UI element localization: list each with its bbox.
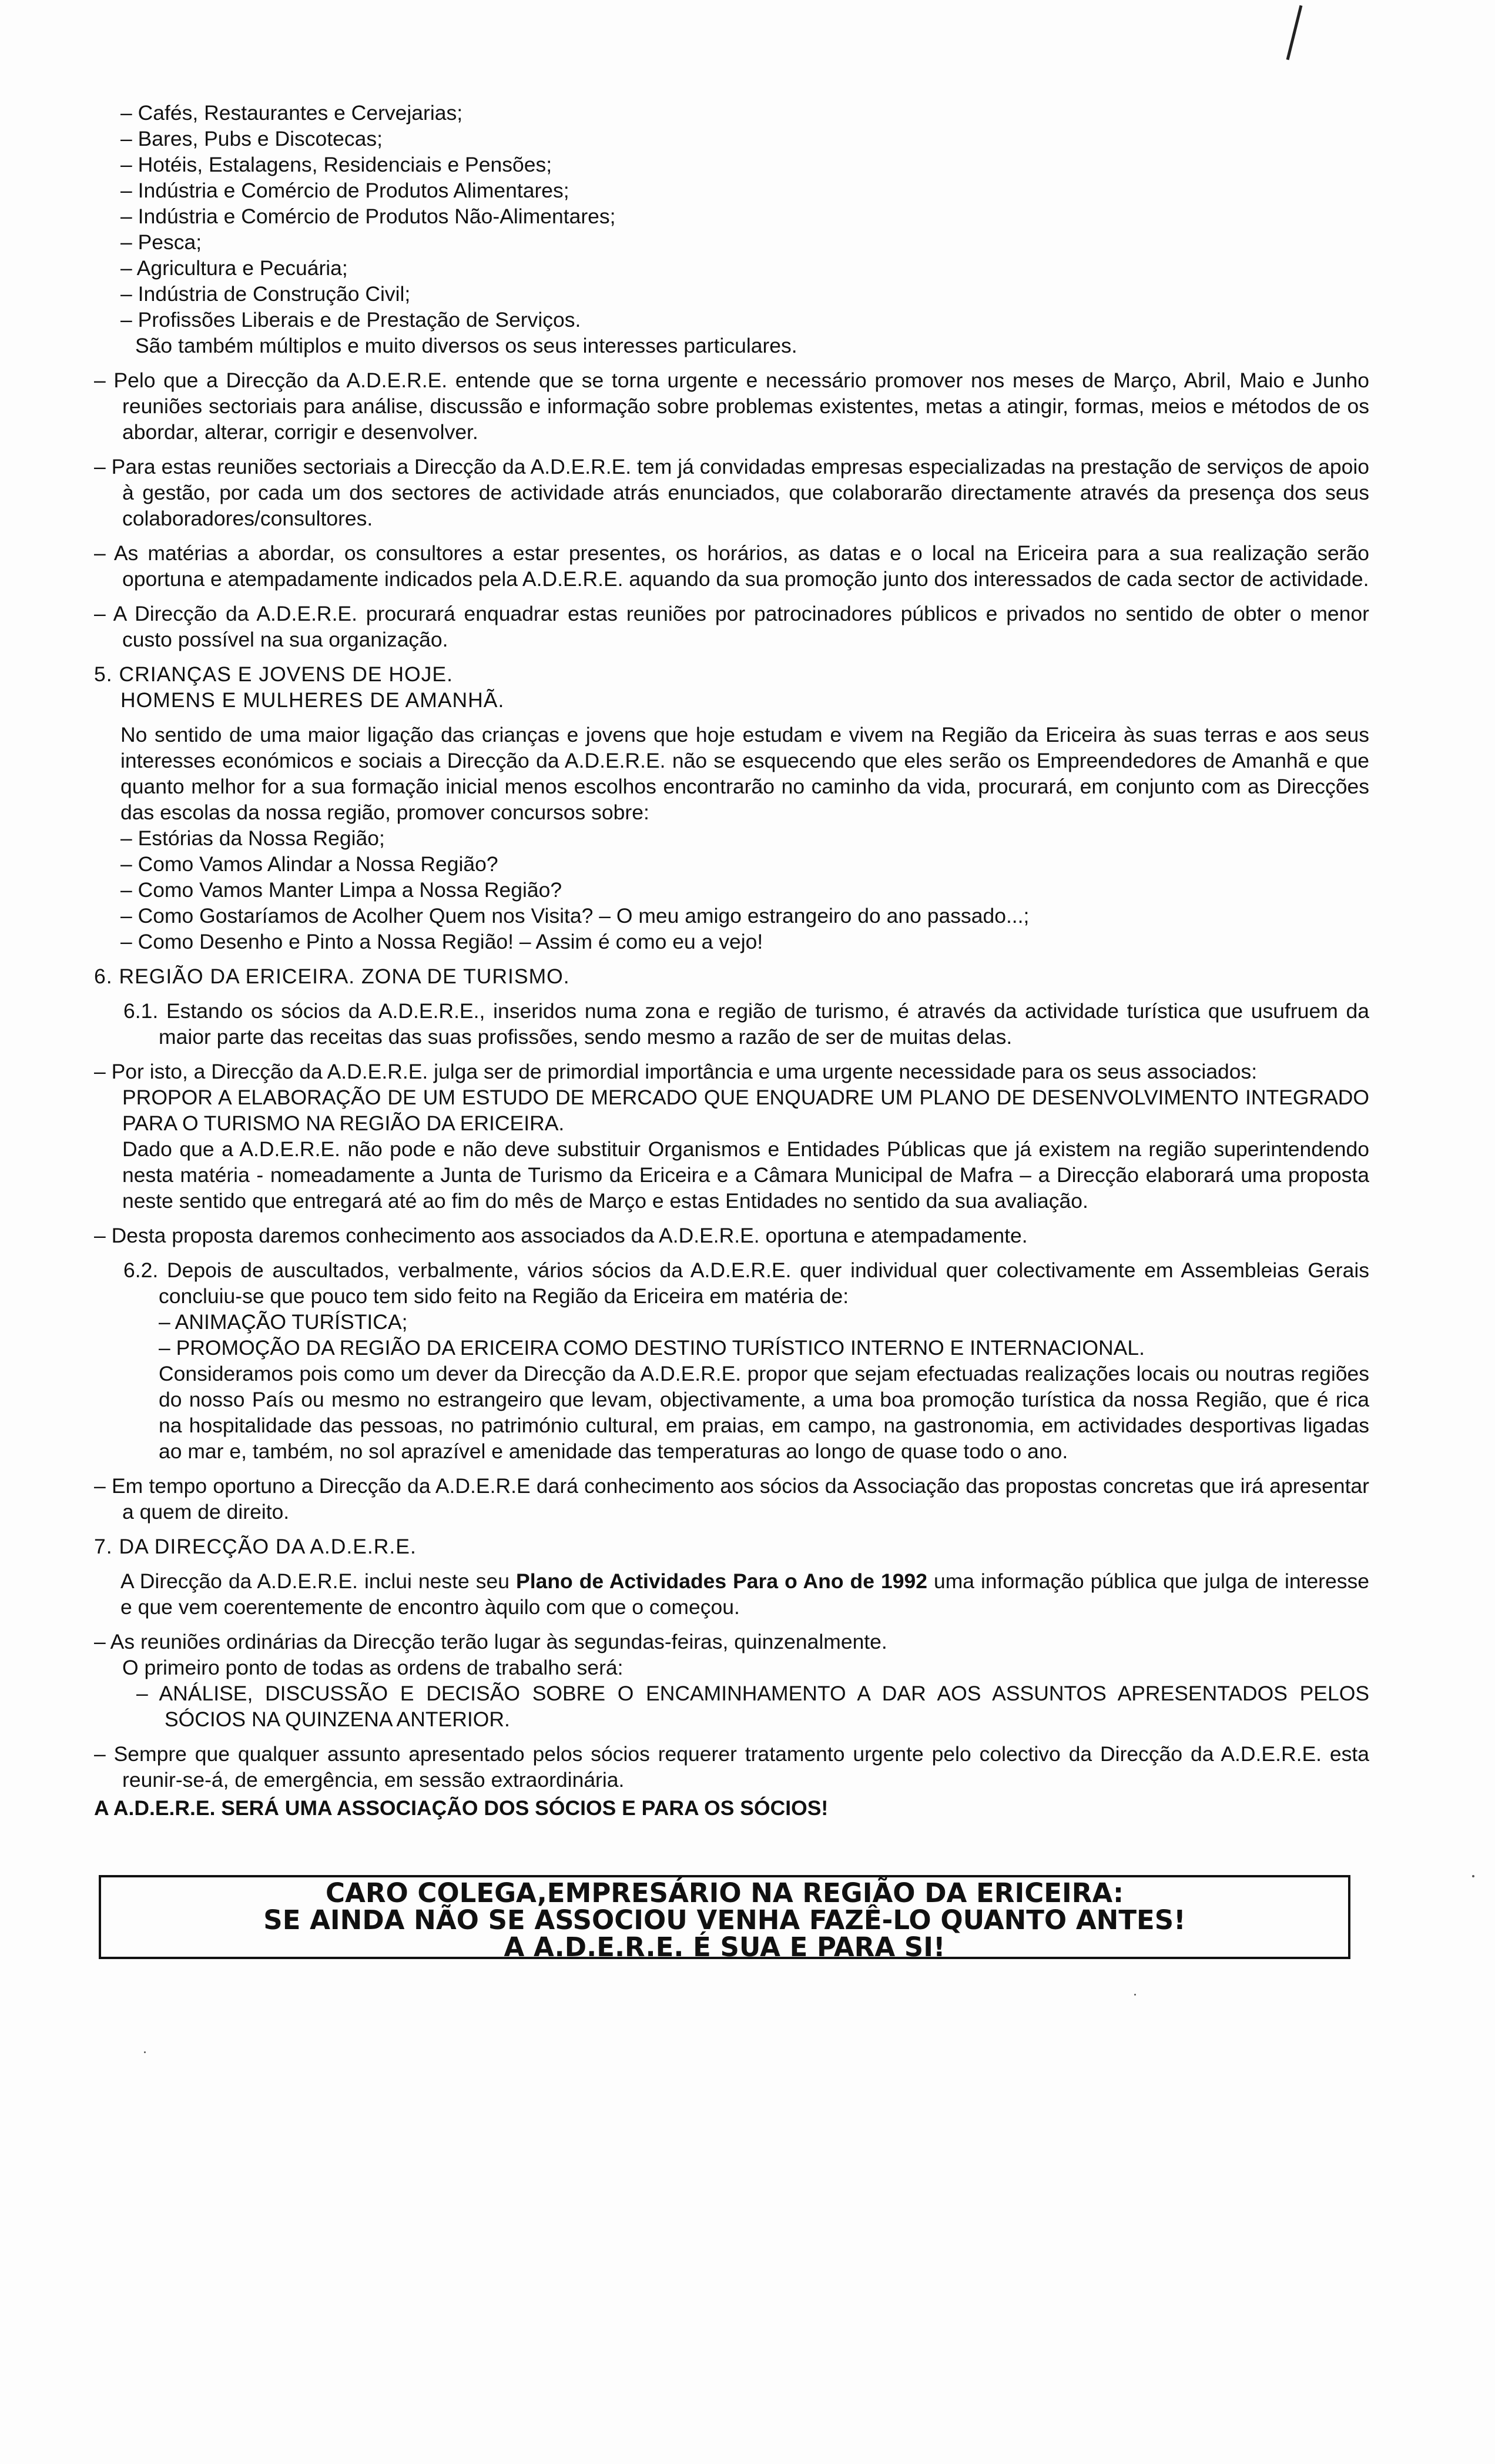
paragraph-meetings: – Pelo que a Direcção da A.D.E.R.E. entende que se torna urgente e necessário promover nos meses de Março, Abril, Maio e Junho reuniões sectoriais para análise, discussão e informação sobre problemas existentes, metas a atingir, formas, meios e métodos de os abordar, alterar, corrigir e desenvolver. (94, 369, 1369, 444)
scan-speck (1134, 1994, 1136, 1996)
list-item: – PROMOÇÃO DA REGIÃO DA ERICEIRA COMO DESTINO TURÍSTICO INTERNO E INTERNACIONAL. (159, 1336, 1145, 1360)
section-7 (94, 1534, 1369, 1793)
plan-title: Plano de Actividades Para o Ano de 1992 (516, 1569, 927, 1593)
sector-list (94, 100, 1369, 359)
scan-speck (1472, 1875, 1474, 1877)
section-5-body: No sentido de uma maior ligação das crianças e jovens que hoje estudam e vivem na Região da Ericeira às suas terras e aos seus interesses económicos e sociais a Direcção da A.D.E.R.E. não se esquecendo que eles serão os Empreendedores de Amanhã e que quanto melhor for a sua formação inicial menos escolhos encontrarão no caminho da vida, procurará, em conjunto com as Direcções das escolas da nossa região, promover concursos sobre: (120, 723, 1369, 824)
list-item: – Indústria e Comércio de Produtos Alimentares; (120, 179, 569, 202)
paragraph-6-1: 6.1. Estando os sócios da A.D.E.R.E., inseridos numa zona e região de turismo, é através da actividade turística que usufruem da maior parte das receitas das suas profissões, sendo mesmo a razão de ser de muitas delas. (123, 999, 1369, 1049)
banner-line: SE AINDA NÃO SE ASSOCIOU VENHA FAZÊ-LO QUANTO ANTES! (263, 1904, 1186, 1936)
paragraph-topics: – As matérias a abordar, os consultores a estar presentes, os horários, as datas e o local na Ericeira para a sua realização serão oportuna e atempadamente indicados pela A.D.E.R.E. aquando da sua promoção junto dos interessados de cada sector de actividade. (94, 541, 1369, 591)
paragraph-analysis: – ANÁLISE, DISCUSSÃO E DECISÃO SOBRE O ENCAMINHAMENTO A DAR AOS ASSUNTOS APRESENTADOS PELOS SÓCIOS NA QUINZENA ANTERIOR. (136, 1682, 1369, 1731)
paragraph-in-due-time: – Em tempo oportuno a Direcção da A.D.E.R.E dará conhecimento aos sócios da Associação das propostas concretas que irá apresentar a quem de direito. (94, 1474, 1369, 1524)
section-7-heading: 7. DA DIRECÇÃO DA A.D.E.R.E. (94, 1535, 417, 1558)
list-item: – Indústria e Comércio de Produtos Não-Alimentares; (120, 205, 616, 228)
list-item: – Agricultura e Pecuária; (120, 256, 348, 280)
list-item: – Bares, Pubs e Discotecas; (120, 127, 383, 150)
list-item: – Como Vamos Manter Limpa a Nossa Região? (120, 878, 562, 902)
scan-speck (144, 2051, 146, 2053)
list-item: – Como Gostaríamos de Acolher Quem nos Visita? – O meu amigo estrangeiro do ano passado...; (120, 904, 1030, 928)
contest-topics (94, 825, 1369, 955)
list-item: – Profissões Liberais e de Prestação de Serviços. (120, 308, 581, 332)
paragraph-this-proposal: – Desta proposta daremos conhecimento aos associados da A.D.E.R.E. oportuna e atempadamente. (94, 1224, 1028, 1247)
section-7-intro (94, 1568, 1369, 1620)
list-item: – Pesca; (120, 230, 202, 254)
paragraph-6-2-continued: Consideramos pois como um dever da Direcção da A.D.E.R.E. propor que sejam efectuadas realizações locais ou noutras regiões do nosso País ou mesmo no estrangeiro que levam, objectivamente, a uma boa promoção turística da nossa Região, que é rica na hospitalidade das pessoas, no património cultural, em praias, em campo, na gastronomia, em actividades desportivas ligadas ao mar e, também, no sol aprazível e amenidade das temperaturas ao longo de quase todo o ano. (159, 1362, 1369, 1463)
list-item: – Estórias da Nossa Região; (120, 826, 385, 850)
list-item: – Indústria de Construção Civil; (120, 282, 411, 306)
intro-text: A Direcção da A.D.E.R.E. inclui neste seu (120, 1569, 517, 1593)
list-item: – Como Vamos Alindar a Nossa Região? (120, 852, 498, 876)
paragraph-consultants: – Para estas reuniões sectoriais a Direcção da A.D.E.R.E. tem já convidadas empresas especializadas na prestação de serviços de apoio à gestão, por cada um dos sectores de actividade atrás enunciados, que colaborarão directamente através da presença dos seus colaboradores/consultores. (94, 455, 1369, 530)
paragraph-by-this: – Por isto, a Direcção da A.D.E.R.E. julga ser de primordial importância e uma urgente necessidade para os seus associados: (94, 1060, 1258, 1083)
list-item: – Cafés, Restaurantes e Cervejarias; (120, 101, 463, 125)
paragraph-urgent: – Sempre que qualquer assunto apresentado pelos sócios requerer tratamento urgente pelo colectivo da Direcção da A.D.E.R.E. esta reunir-se-á, de emergência, em sessão extraordinária. (94, 1742, 1369, 1792)
list-item: – Hotéis, Estalagens, Residenciais e Pensões; (120, 153, 552, 176)
paragraph-first-item: O primeiro ponto de todas as ordens de trabalho será: (122, 1656, 624, 1679)
section-6-heading: 6. REGIÃO DA ERICEIRA. ZONA DE TURISMO. (94, 965, 570, 988)
paragraph-given-that: Dado que a A.D.E.R.E. não pode e não deve substituir Organismos e Entidades Públicas que já existem na região superintendendo nesta matéria - nomeadamente a Junta de Turismo da Ericeira e a Câmara Municipal de Mafra – a Direcção elaborará uma proposta neste sentido que entregará até ao fim do mês de Março e estas Entidades no sentido da sua avaliação. (122, 1137, 1369, 1213)
paragraph-6-2: 6.2. Depois de auscultados, verbalmente, vários sócios da A.D.E.R.E. quer individual quer colectivamente em Assembleias Gerais concluiu-se que pouco tem sido feito na Região da Ericeira em matéria de: (123, 1258, 1369, 1308)
document-body (94, 100, 1369, 1821)
list-item: – Como Desenho e Pinto a Nossa Região! – Assim é como eu a vejo! (120, 930, 763, 953)
section-5 (94, 661, 1369, 955)
banner-line: A A.D.E.R.E. É SUA E PARA SI! (504, 1931, 946, 1963)
pen-mark (1286, 5, 1303, 60)
section-5-heading: 5. CRIANÇAS E JOVENS DE HOJE. (94, 662, 453, 686)
list-item: – ANIMAÇÃO TURÍSTICA; (159, 1310, 408, 1334)
banner-line: CARO COLEGA,EMPRESÁRIO NA REGIÃO DA ERICEIRA: (325, 1877, 1124, 1909)
intro-text: uma informação pública que julga de interesse e que vem coerentemente de encontro àquilo com que o começou. (120, 1569, 1369, 1619)
paragraph-propose: PROPOR A ELABORAÇÃO DE UM ESTUDO DE MERCADO QUE ENQUADRE UM PLANO DE DESENVOLVIMENTO INTEGRADO PARA O TURISMO NA REGIÃO DA ERICEIRA. (122, 1086, 1369, 1135)
section-6 (94, 963, 1369, 1525)
membership-banner (99, 1875, 1350, 1963)
list-note: São também múltiplos e muito diversos os seus interesses particulares. (135, 334, 797, 357)
closing-statement: A A.D.E.R.E. SERÁ UMA ASSOCIAÇÃO DOS SÓCIOS E PARA OS SÓCIOS! (94, 1796, 829, 1820)
paragraph-meetings-schedule: – As reuniões ordinárias da Direcção terão lugar às segundas-feiras, quinzenalmente. (94, 1630, 887, 1653)
paragraph-sponsors: – A Direcção da A.D.E.R.E. procurará enquadrar estas reuniões por patrocinadores públicos e privados no sentido de obter o menor custo possível na sua organização. (94, 602, 1369, 651)
section-5-subheading: HOMENS E MULHERES DE AMANHÃ. (120, 688, 505, 712)
